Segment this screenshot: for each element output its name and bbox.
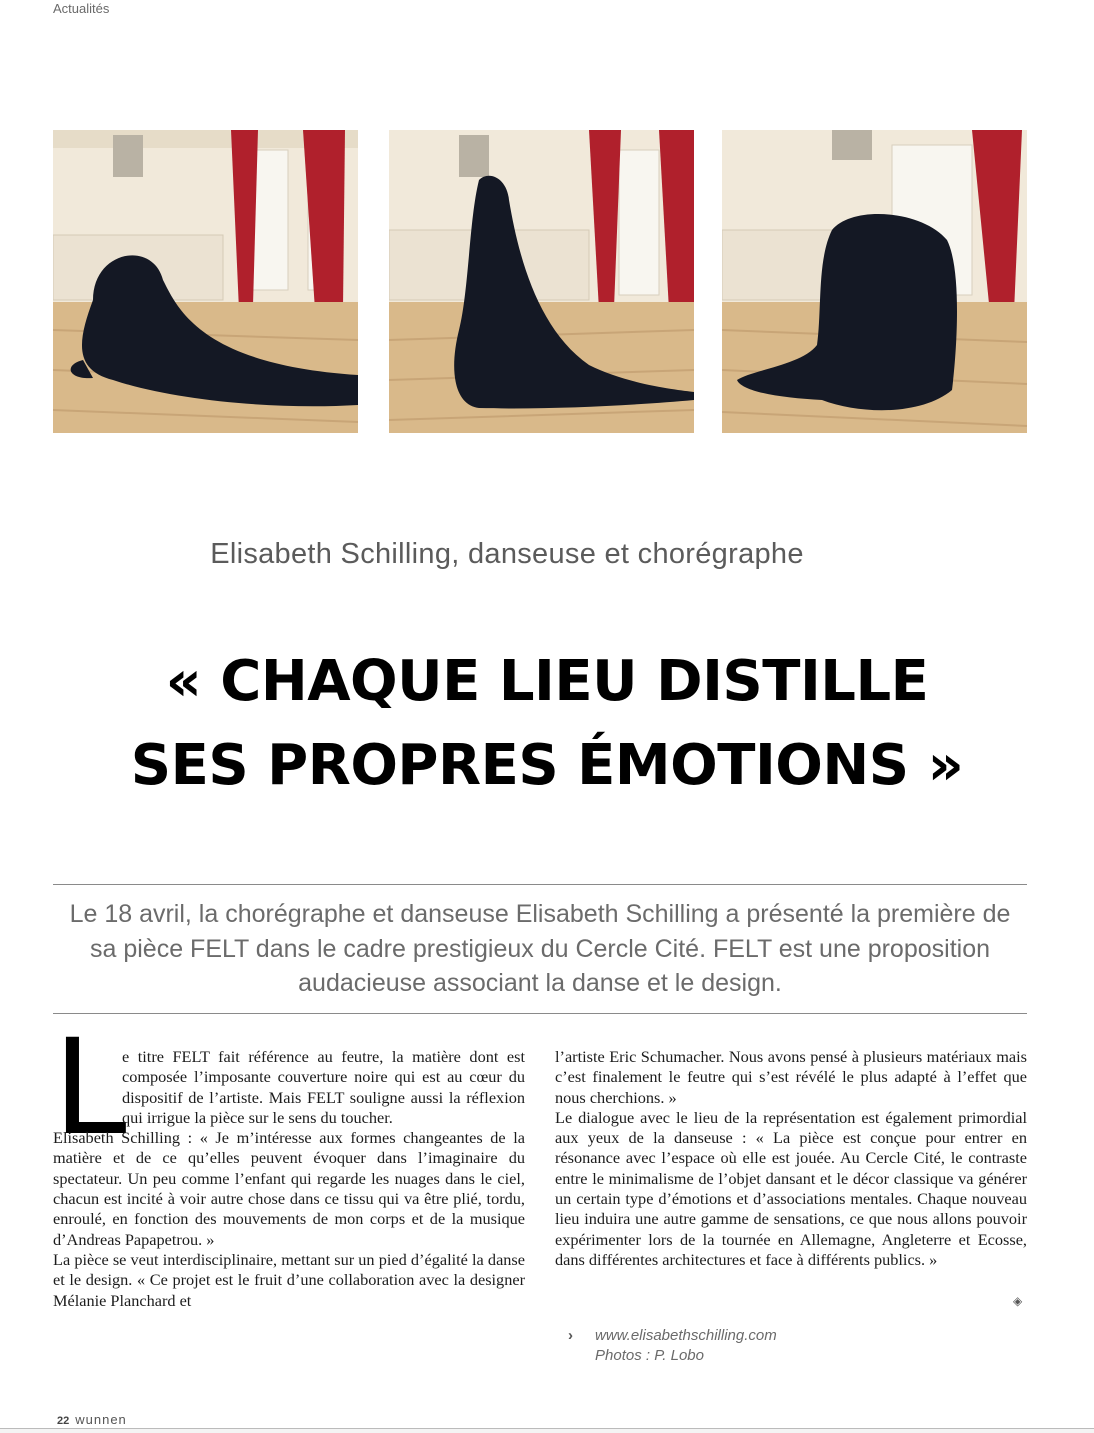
article-credits [568,1326,777,1366]
page-bottom-edge [0,1428,1094,1433]
paragraph-intro: e titre FELT fait référence au feutre, la matière dont est composée l’imposante couverture noire qui est au cœur du dispositif de l’artiste. Mais FELT souligne aussi la réflexion qui irrigue la pièce sur le sens du toucher. [122,1047,525,1127]
article-headline [40,640,1054,808]
article-column-right [555,1047,1027,1270]
headline-line-2: SES PROPRES ÉMOTIONS » [130,733,964,798]
page-number: 22 [57,1415,70,1427]
paragraph-materials: l’artiste Eric Schumacher. Nous avons pensé à plusieurs matériaux mais c’est finalement le feutre qui s’est révélé le plus adapté à l’effet que nous cherchions. » [555,1047,1027,1107]
chevron-right-icon: › [568,1327,573,1344]
page-folio [57,1412,127,1427]
headline-line-1: « CHAQUE LIEU DISTILLE [165,649,929,714]
drop-cap: L [53,1011,127,1165]
dancer-photo-seated [53,130,358,433]
paragraph-venue: Le dialogue avec le lieu de la représentation est également primordial aux yeux de la danseuse : « La pièce est conçue pour entrer en résonance avec l’espace où elle est jouée. Au Cercle Cité, le contraste entre le minimalisme de l’objet dansant et le décor classique va générer un certain type d’émotions et d’associations mentales. Chaque nouveau lieu induira une autre gamme de sensations, ce que nous allons pouvoir expérimenter lors de la tournée en Allemagne, Angleterre et Ecosse, dans différentes architectures et face à différents publics. » [555,1107,1027,1269]
lede-rule-bottom [53,1013,1027,1014]
magazine-name: wunnen [75,1412,127,1427]
photo-credit: Photos : P. Lobo [595,1347,704,1364]
end-of-article-icon: ◈ [1013,1294,1023,1308]
paragraph-interdisciplinary: La pièce se veut interdisciplinaire, mettant sur un pied d’égalité la danse et le design. « Ce projet est le fruit d’une collaboration avec la designer Mélanie Planchard et [53,1249,525,1310]
lede-rule-top [53,884,1027,885]
article-lede: Le 18 avril, la chorégraphe et danseuse Elisabeth Schilling a présenté la première de sa pièce FELT dans le cadre prestigieux du Cercle Cité. FELT est une proposition audacieuse associant la danse et le design. [69,900,1011,997]
dancer-photo-standing [389,130,694,433]
paragraph-quote-schilling: Elisabeth Schilling : « Je m’intéresse aux formes changeantes de la matière et de ce qu’elles peuvent évoquer dans l’imaginaire du spectateur. Un peu comme l’enfant qui regarde les nuages dans le ciel, chacun est incité à voir autre chose dans ce tissu qui va être plié, tordu, enroulé, en fonction des mouvements de mon corps et de la musique d’Andreas Papapetrou. » [53,1128,525,1249]
article-kicker: Elisabeth Schilling, danseuse et chorégraphe [210,538,804,570]
website-link[interactable]: www.elisabethschilling.com [595,1327,777,1344]
article-column-left [53,1047,525,1311]
section-label: Actualités [53,1,110,16]
dancer-photo-crouched [722,130,1027,433]
